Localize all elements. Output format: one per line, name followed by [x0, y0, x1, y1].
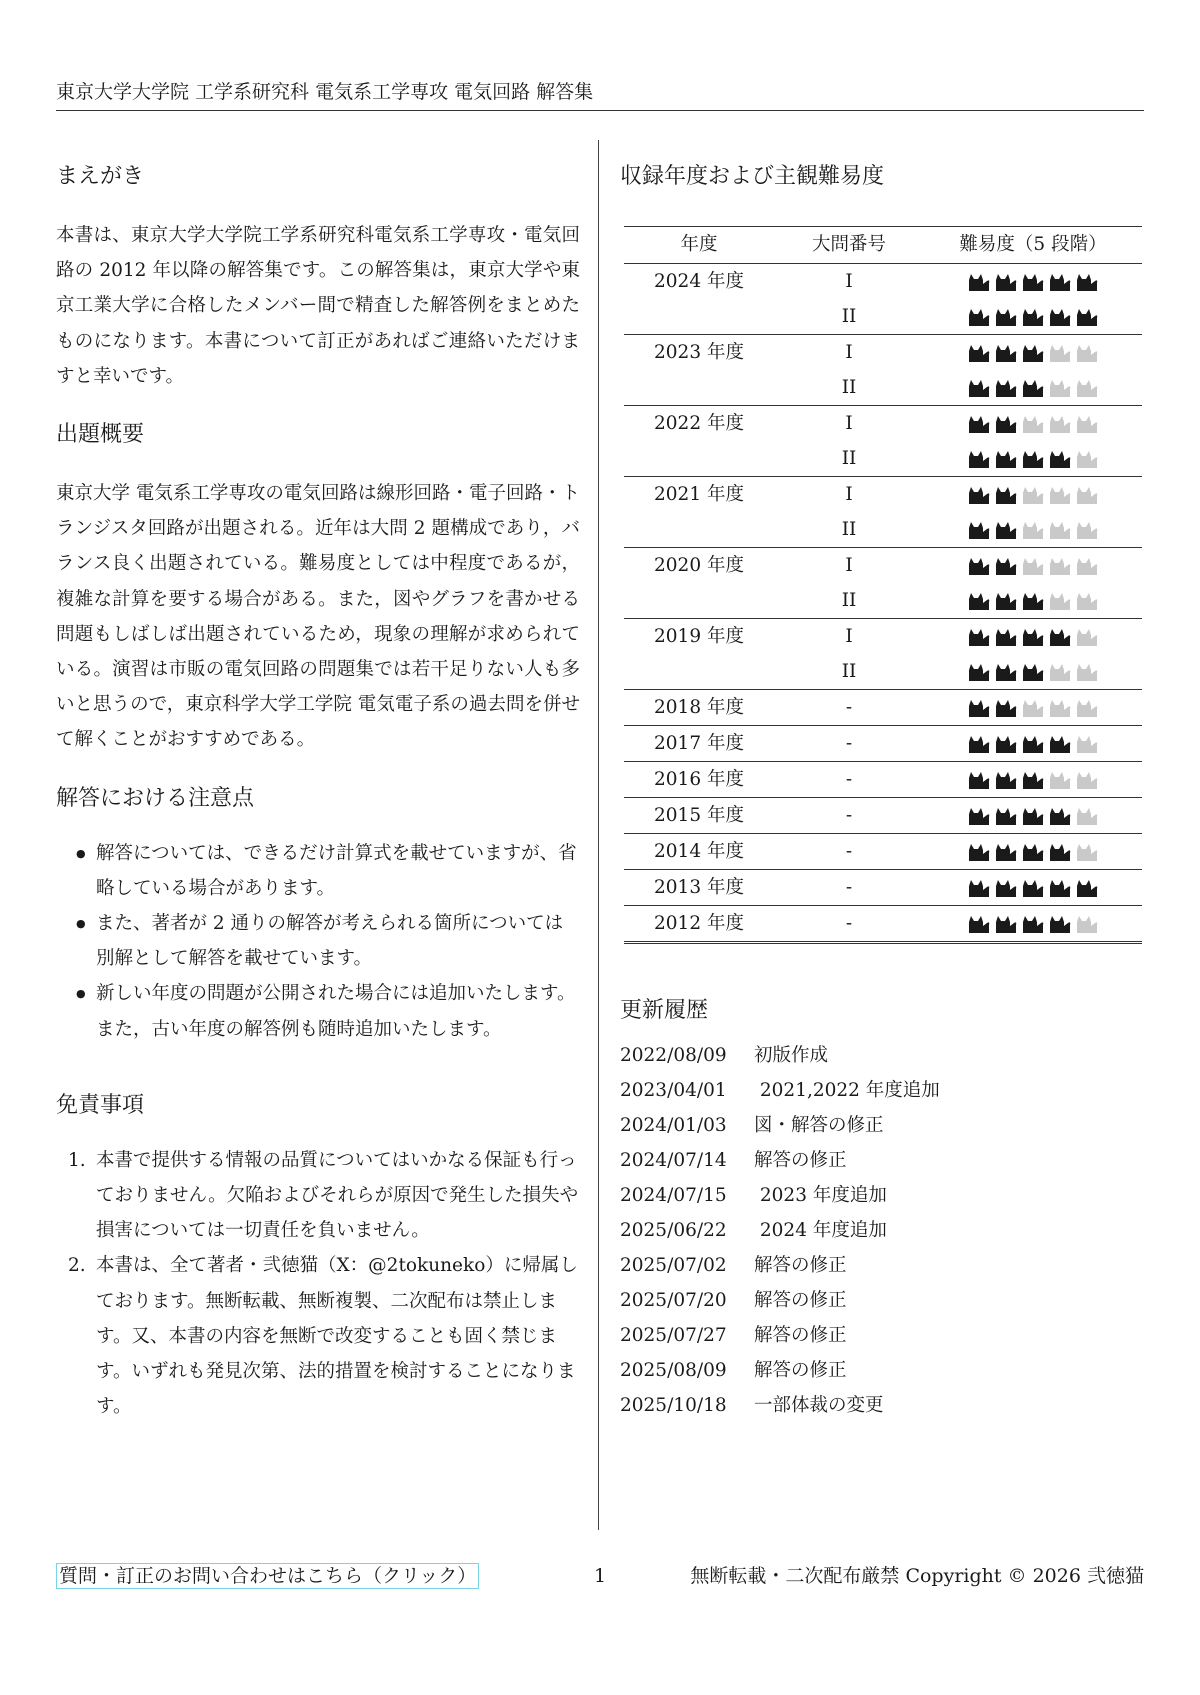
table-row	[624, 798, 1142, 834]
cat-icon	[1021, 697, 1045, 719]
table-row	[624, 299, 1142, 335]
year-cell: 2021 年度	[654, 484, 744, 505]
history-date: 2022/08/09	[620, 1045, 727, 1066]
cat-icon	[1075, 484, 1099, 506]
overview-text: 東京大学 電気系工学専攻の電気回路は線形回路・電子回路・トランジスタ回路が出題される。近年は大問 2 題構成であり，バランス良く出題されている。難易度としては中程度であるが，複雑な計算を要する場合がある。また，図やグラフを書かせる問題もしばしば出題されているため，現象の理解が求められている。演習は市販の電気回路の問題集では若干足りない人も多いと思うので，東京科学大学工学院 電気電子系の過去問を併せて解くことがおすすめである。	[56, 483, 580, 751]
cat-icon	[1048, 877, 1072, 899]
history-text: 解答の修正	[754, 1360, 847, 1381]
year-cell	[624, 512, 774, 548]
history-heading: 更新履歴	[620, 998, 709, 1023]
history-date: 2025/07/27	[620, 1325, 727, 1346]
difficulty-cell	[924, 583, 1142, 619]
overview-heading: 出題概要	[56, 422, 145, 448]
difficulty-rating	[967, 519, 1099, 541]
cat-icon	[967, 519, 991, 541]
table-row	[624, 834, 1142, 870]
disclaimer-heading: 免責事項	[56, 1092, 145, 1118]
difficulty-cell	[924, 264, 1142, 300]
year-cell: 2022 年度	[654, 413, 744, 434]
difficulty-rating	[967, 555, 1099, 577]
cat-icon	[1048, 484, 1072, 506]
table-row	[624, 370, 1142, 406]
cat-icon	[1075, 519, 1099, 541]
cat-icon	[994, 697, 1018, 719]
history-text: 一部体裁の変更	[754, 1395, 884, 1416]
cat-icon	[1048, 448, 1072, 470]
cat-icon	[967, 342, 991, 364]
year-cell: 2017 年度	[624, 726, 774, 762]
year-cell: 2016 年度	[624, 762, 774, 798]
difficulty-rating	[967, 448, 1099, 470]
year-cell	[624, 299, 774, 335]
difficulty-rating	[967, 877, 1099, 899]
cat-icon	[1021, 519, 1045, 541]
history-list	[620, 1038, 1144, 1423]
notes-heading: 解答における注意点	[56, 785, 255, 811]
difficulty-rating	[967, 769, 1099, 791]
cat-icon	[1048, 271, 1072, 293]
cat-icon	[1021, 841, 1045, 863]
cat-icon	[994, 626, 1018, 648]
question-cell: II	[774, 441, 924, 477]
cat-icon	[1021, 377, 1045, 399]
difficulty-cell	[924, 548, 1142, 584]
cat-icon	[1021, 484, 1045, 506]
question-cell: II	[774, 583, 924, 619]
difficulty-rating	[967, 626, 1099, 648]
difficulty-rating	[967, 484, 1099, 506]
difficulty-cell	[924, 406, 1142, 442]
column-header-question: 大問番号	[774, 227, 924, 264]
history-date: 2024/01/03	[620, 1115, 727, 1136]
cat-icon	[994, 877, 1018, 899]
disclaimer-item	[68, 1248, 580, 1424]
history-entry	[620, 1143, 1144, 1178]
history-date: 2025/06/22	[620, 1220, 727, 1241]
cat-icon	[1075, 448, 1099, 470]
year-cell: 2015 年度	[624, 798, 774, 834]
difficulty-rating	[967, 590, 1099, 612]
cat-icon	[994, 413, 1018, 435]
history-text: 解答の修正	[754, 1290, 847, 1311]
history-entry	[620, 1283, 1144, 1318]
cat-icon	[967, 555, 991, 577]
table-row	[624, 441, 1142, 477]
table-row	[624, 690, 1142, 726]
cat-icon	[1021, 448, 1045, 470]
year-cell: 2014 年度	[624, 834, 774, 870]
history-entry	[620, 1318, 1144, 1353]
cat-icon	[1048, 413, 1072, 435]
cat-icon	[994, 555, 1018, 577]
cat-icon	[1048, 841, 1072, 863]
history-text: 2023 年度追加	[754, 1185, 887, 1206]
difficulty-cell	[924, 906, 1142, 943]
cat-icon	[1075, 342, 1099, 364]
cat-icon	[1075, 377, 1099, 399]
cat-icon	[994, 271, 1018, 293]
cat-icon	[1048, 697, 1072, 719]
preface-text: 本書は、東京大学大学院工学系研究科電気系工学専攻・電気回路の 2012 年以降の解答集です。この解答集は，東京大学や東京工業大学に合格したメンバー間で精査した解答例をまとめたものになります。本書について訂正があればご連絡いただけますと幸いです。	[56, 225, 580, 387]
history-entry	[620, 1178, 1144, 1213]
year-cell	[624, 370, 774, 406]
cat-icon	[967, 697, 991, 719]
cat-icon	[994, 733, 1018, 755]
year-cell	[624, 583, 774, 619]
difficulty-rating	[967, 342, 1099, 364]
cat-icon	[967, 841, 991, 863]
difficulty-cell	[924, 335, 1142, 371]
column-header-difficulty: 難易度（5 段階）	[924, 227, 1142, 264]
difficulty-table	[624, 226, 1142, 944]
cat-icon	[1075, 555, 1099, 577]
cat-icon	[967, 661, 991, 683]
disclaimer-list	[56, 1143, 580, 1425]
difficulty-cell	[924, 762, 1142, 798]
difficulty-rating	[967, 697, 1099, 719]
cat-icon	[994, 913, 1018, 935]
cat-icon	[1075, 413, 1099, 435]
table-row	[624, 583, 1142, 619]
question-cell: -	[774, 798, 924, 834]
table-row	[624, 335, 1142, 371]
left-column	[56, 160, 580, 1424]
cat-icon	[1075, 841, 1099, 863]
history-date: 2025/07/02	[620, 1255, 727, 1276]
question-cell: -	[774, 906, 924, 943]
question-cell: II	[774, 299, 924, 335]
table-row	[624, 264, 1142, 300]
cat-icon	[1048, 913, 1072, 935]
cat-icon	[1075, 661, 1099, 683]
cat-icon	[1048, 661, 1072, 683]
cat-icon	[967, 484, 991, 506]
cat-icon	[1075, 769, 1099, 791]
difficulty-heading: 収録年度および主観難易度	[620, 164, 885, 189]
column-divider	[598, 140, 599, 1530]
difficulty-cell	[924, 370, 1142, 406]
difficulty-cell	[924, 512, 1142, 548]
notes-item: ● 解答については、できるだけ計算式を載せていますが、省略している場合があります。	[96, 836, 580, 906]
cat-icon	[994, 342, 1018, 364]
history-entry	[620, 1388, 1144, 1423]
cat-icon	[1075, 306, 1099, 328]
difficulty-rating	[967, 413, 1099, 435]
difficulty-cell	[924, 441, 1142, 477]
history-entry	[620, 1073, 1144, 1108]
cat-icon	[967, 271, 991, 293]
table-row	[624, 512, 1142, 548]
right-column	[620, 160, 1144, 1423]
difficulty-rating	[967, 271, 1099, 293]
difficulty-rating	[967, 913, 1099, 935]
cat-icon	[994, 484, 1018, 506]
history-text: 解答の修正	[754, 1325, 847, 1346]
cat-icon	[1075, 697, 1099, 719]
history-date: 2025/07/20	[620, 1290, 727, 1311]
cat-icon	[1075, 877, 1099, 899]
cat-icon	[1021, 626, 1045, 648]
question-cell: -	[774, 870, 924, 906]
question-cell: I	[845, 626, 853, 647]
disclaimer-number: 2.	[68, 1255, 86, 1277]
cat-icon	[1021, 590, 1045, 612]
header-rule	[56, 110, 1144, 111]
notes-list	[56, 836, 580, 1047]
question-cell: I	[845, 413, 853, 434]
question-cell: I	[845, 555, 853, 576]
table-row	[624, 548, 1142, 584]
difficulty-rating	[967, 306, 1099, 328]
cat-icon	[1021, 661, 1045, 683]
cat-icon	[967, 306, 991, 328]
history-date: 2024/07/14	[620, 1150, 727, 1171]
question-cell: II	[774, 654, 924, 690]
difficulty-rating	[967, 841, 1099, 863]
cat-icon	[994, 805, 1018, 827]
year-cell	[624, 654, 774, 690]
cat-icon	[994, 590, 1018, 612]
difficulty-cell	[924, 870, 1142, 906]
cat-icon	[1075, 626, 1099, 648]
question-cell: -	[774, 690, 924, 726]
column-header-year: 年度	[624, 227, 774, 264]
cat-icon	[994, 377, 1018, 399]
cat-icon	[1021, 877, 1045, 899]
difficulty-cell	[924, 299, 1142, 335]
cat-icon	[1021, 733, 1045, 755]
table-row	[624, 406, 1142, 442]
cat-icon	[967, 377, 991, 399]
cat-icon	[994, 448, 1018, 470]
question-cell: I	[845, 484, 853, 505]
table-row	[624, 906, 1142, 943]
disclaimer-text: 本書で提供する情報の品質についてはいかなる保証も行っておりません。欠陥およびそれらが原因で発生した損失や損害については一切責任を負いません。	[96, 1149, 579, 1242]
year-cell: 2013 年度	[624, 870, 774, 906]
copyright-notice: 無断転載・二次配布厳禁 Copyright © 2026 弐徳猫	[690, 1565, 1144, 1587]
history-entry	[620, 1353, 1144, 1388]
difficulty-rating	[967, 377, 1099, 399]
cat-icon	[1021, 769, 1045, 791]
cat-icon	[1021, 342, 1045, 364]
history-entry	[620, 1108, 1144, 1143]
difficulty-cell	[924, 834, 1142, 870]
difficulty-cell	[924, 477, 1142, 513]
cat-icon	[1048, 342, 1072, 364]
cat-icon	[994, 519, 1018, 541]
page-number: 1	[594, 1565, 607, 1587]
cat-icon	[1075, 733, 1099, 755]
history-entry	[620, 1038, 1144, 1073]
question-cell: -	[774, 726, 924, 762]
history-date: 2024/07/15	[620, 1185, 727, 1206]
cat-icon	[967, 626, 991, 648]
year-cell: 2012 年度	[624, 906, 774, 943]
cat-icon	[1021, 555, 1045, 577]
table-row	[624, 726, 1142, 762]
cat-icon	[1048, 805, 1072, 827]
cat-icon	[1021, 805, 1045, 827]
difficulty-rating	[967, 661, 1099, 683]
cat-icon	[1075, 913, 1099, 935]
difficulty-cell	[924, 654, 1142, 690]
year-cell	[624, 441, 774, 477]
cat-icon	[1048, 626, 1072, 648]
history-text: 2024 年度追加	[754, 1220, 887, 1241]
cat-icon	[994, 306, 1018, 328]
cat-icon	[994, 841, 1018, 863]
history-text: 初版作成	[754, 1045, 829, 1066]
history-text: 2021,2022 年度追加	[754, 1080, 940, 1101]
cat-icon	[1021, 271, 1045, 293]
difficulty-rating	[967, 805, 1099, 827]
notes-item: ● 新しい年度の問題が公開された場合には追加いたします。また，古い年度の解答例も随時追加いたします。	[96, 976, 580, 1046]
cat-icon	[1048, 519, 1072, 541]
disclaimer-text: 本書は、全て著者・弐徳猫（X：@2tokuneko）に帰属しております。無断転載、無断複製、二次配布は禁止します。又、本書の内容を無断で改変することも固く禁じます。いずれも発見次第、法的措置を検討することになります。	[96, 1255, 578, 1418]
cat-icon	[1075, 805, 1099, 827]
cat-icon	[1021, 306, 1045, 328]
question-cell: I	[845, 342, 853, 363]
cat-icon	[994, 769, 1018, 791]
history-text: 解答の修正	[754, 1255, 847, 1276]
year-cell: 2018 年度	[624, 690, 774, 726]
cat-icon	[1048, 555, 1072, 577]
question-cell: -	[774, 762, 924, 798]
cat-icon	[967, 733, 991, 755]
table-row	[624, 619, 1142, 655]
cat-icon	[1021, 913, 1045, 935]
page-header: 東京大学大学院 工学系研究科 電気系工学専攻 電気回路 解答集	[56, 81, 594, 103]
history-date: 2025/10/18	[620, 1395, 727, 1416]
year-cell: 2019 年度	[654, 626, 744, 647]
history-entry	[620, 1248, 1144, 1283]
cat-icon	[1048, 377, 1072, 399]
table-row	[624, 654, 1142, 690]
difficulty-cell	[924, 798, 1142, 834]
cat-icon	[1021, 413, 1045, 435]
year-cell: 2023 年度	[654, 342, 744, 363]
difficulty-cell	[924, 726, 1142, 762]
history-text: 解答の修正	[754, 1150, 847, 1171]
year-cell: 2024 年度	[654, 271, 744, 292]
cat-icon	[1048, 590, 1072, 612]
cat-icon	[967, 413, 991, 435]
history-text: 図・解答の修正	[754, 1115, 884, 1136]
cat-icon	[967, 913, 991, 935]
question-cell: II	[774, 370, 924, 406]
difficulty-cell	[924, 619, 1142, 655]
question-cell: II	[774, 512, 924, 548]
question-cell: -	[774, 834, 924, 870]
cat-icon	[1048, 769, 1072, 791]
notes-item: ● また、著者が 2 通りの解答が考えられる箇所については別解として解答を載せています。	[96, 906, 580, 976]
table-row	[624, 762, 1142, 798]
table-row	[624, 870, 1142, 906]
cat-icon	[967, 877, 991, 899]
cat-icon	[994, 661, 1018, 683]
cat-icon	[967, 769, 991, 791]
cat-icon	[1075, 590, 1099, 612]
history-date: 2023/04/01	[620, 1080, 727, 1101]
cat-icon	[1048, 306, 1072, 328]
history-date: 2025/08/09	[620, 1360, 727, 1381]
table-header-row	[624, 227, 1142, 264]
disclaimer-item	[68, 1143, 580, 1249]
table-row	[624, 477, 1142, 513]
disclaimer-number: 1.	[68, 1149, 86, 1171]
cat-icon	[1075, 271, 1099, 293]
cat-icon	[967, 805, 991, 827]
contact-link[interactable]: 質問・訂正のお問い合わせはこちら（クリック）	[56, 1563, 479, 1589]
year-cell: 2020 年度	[654, 555, 744, 576]
cat-icon	[967, 590, 991, 612]
history-entry	[620, 1213, 1144, 1248]
difficulty-table-body	[624, 264, 1142, 943]
cat-icon	[1048, 733, 1072, 755]
cat-icon	[967, 448, 991, 470]
difficulty-rating	[967, 733, 1099, 755]
question-cell: I	[845, 271, 853, 292]
preface-heading: まえがき	[56, 164, 145, 189]
difficulty-cell	[924, 690, 1142, 726]
